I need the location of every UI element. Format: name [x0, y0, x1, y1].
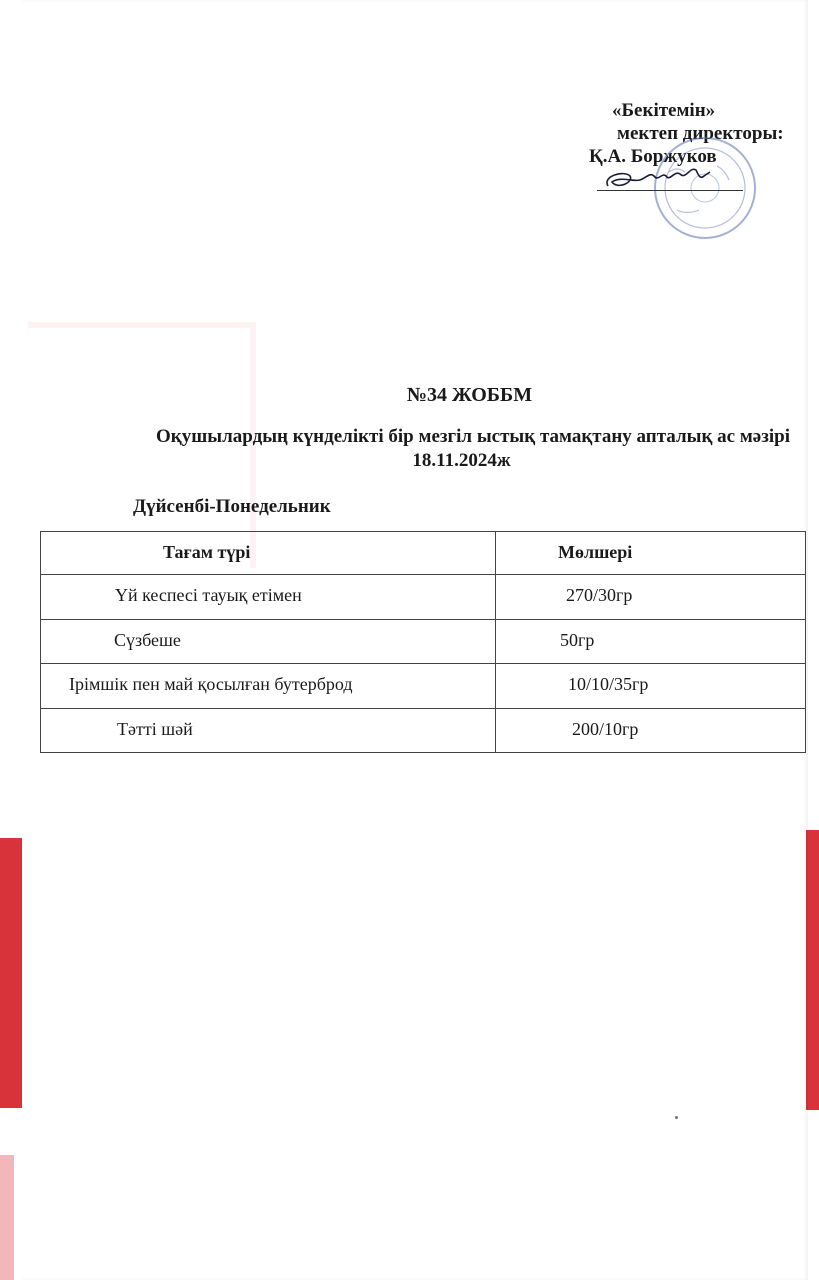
approval-position: мектеп директоры:: [617, 123, 784, 144]
background-red-edge-bottom: [0, 1155, 14, 1280]
menu-table: [40, 531, 806, 753]
dish-cell: Тәтті шәй: [41, 708, 496, 752]
amount-cell: 200/10гр: [496, 708, 806, 752]
table-row: [41, 664, 806, 708]
signature-line: [597, 190, 743, 191]
amount-cell: 10/10/35гр: [496, 664, 806, 708]
paper-speck: [675, 1116, 678, 1119]
approval-director-name: Қ.А. Боржуков: [589, 146, 717, 167]
table-row: [41, 619, 806, 663]
dish-cell: Сүзбеше: [41, 619, 496, 663]
approval-label: «Бекітемін»: [612, 100, 716, 121]
dish-cell: Ірімшік пен май қосылған бутерброд: [41, 664, 496, 708]
column-header-dish: Тағам түрі: [41, 532, 496, 575]
table-row: [41, 575, 806, 619]
amount-cell: 270/30гр: [496, 575, 806, 619]
menu-subtitle: Оқушылардың күнделікті бір мезгіл ыстық тамақтану апталық ас мәзірі: [156, 426, 790, 447]
amount-cell: 50гр: [496, 619, 806, 663]
menu-date: 18.11.2024ж: [412, 450, 511, 471]
dish-cell: Үй кеспесі тауық етімен: [41, 575, 496, 619]
column-header-amount: Мөлшері: [496, 532, 806, 575]
table-header-row: [41, 532, 806, 575]
school-title: №34 ЖОББМ: [406, 384, 533, 406]
table-row: [41, 708, 806, 752]
day-heading: Дүйсенбі-Понедельник: [133, 496, 331, 517]
background-red-edge-left: [0, 838, 22, 1108]
